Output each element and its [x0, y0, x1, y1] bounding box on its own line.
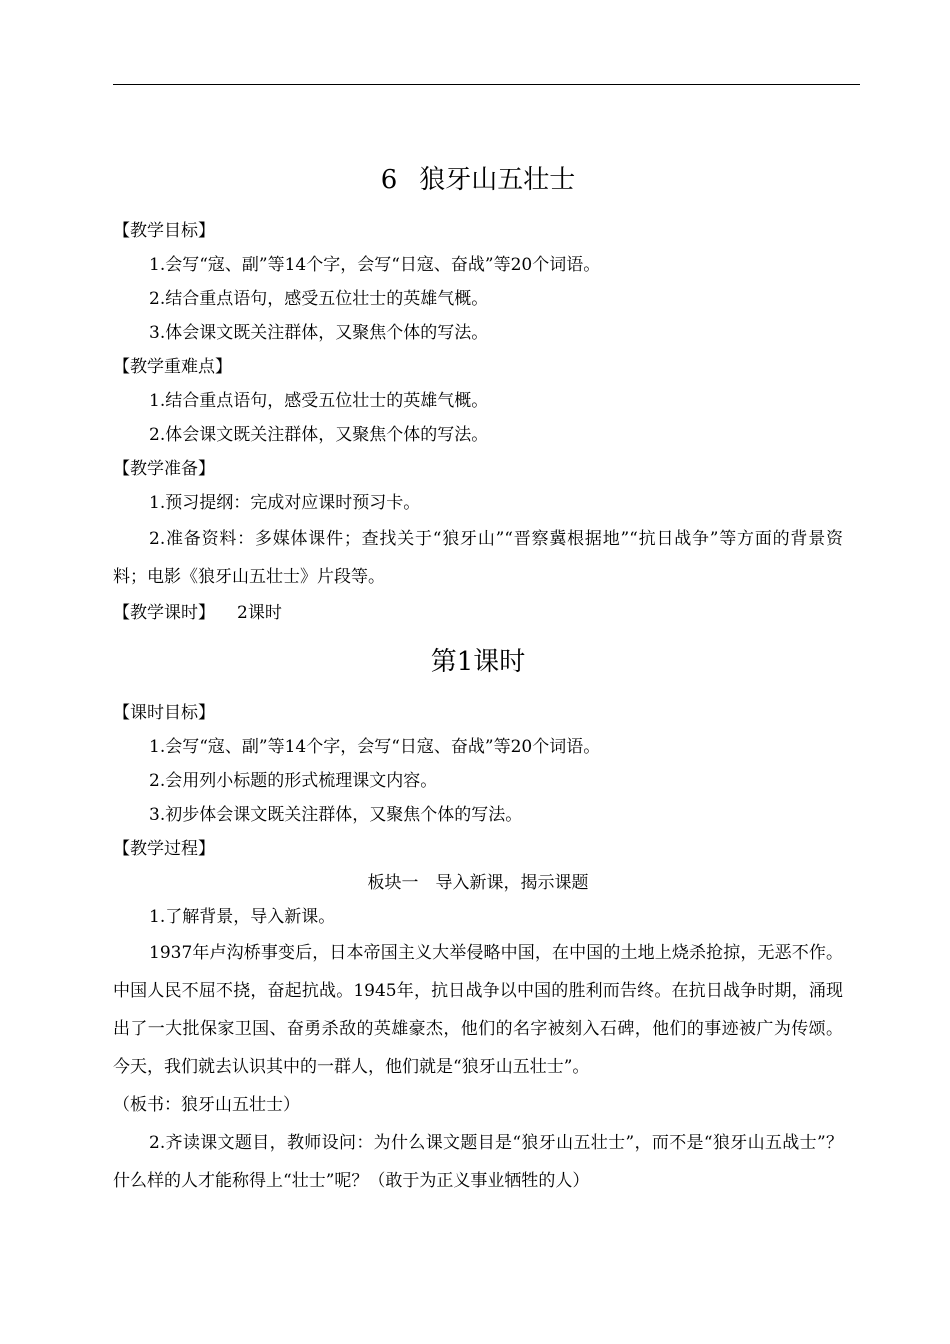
prep-heading: 【教学准备】	[113, 459, 215, 479]
title-number: 6	[380, 165, 398, 195]
key-point-item: 2.体会课文既关注群体，又聚焦个体的写法。	[149, 425, 489, 445]
prep-item: 2.准备资料：多媒体课件；查找关于“狼牙山”“晋察冀根据地”“抗日战争”等方面的背景资料；电影《狼牙山五壮士》片段等。	[113, 529, 843, 587]
document-title	[113, 160, 843, 200]
block1-title: 板块一 导入新课，揭示课题	[367, 873, 589, 893]
hours-value: 2课时	[237, 603, 282, 623]
goals-heading: 【教学目标】	[113, 221, 215, 241]
title-text: 狼牙山五壮士	[419, 165, 576, 195]
header-rule	[113, 84, 860, 85]
hours-heading	[113, 596, 843, 630]
goal-item: 1.会写“寇、副”等14个字，会写“日寇、奋战”等20个词语。	[149, 255, 601, 275]
lesson-plan-page	[113, 150, 843, 1200]
hours-label: 【教学课时】	[113, 603, 215, 623]
goal-item: 2.结合重点语句，感受五位壮士的英雄气概。	[149, 289, 489, 309]
step1-heading: 1.了解背景，导入新课。	[149, 907, 336, 927]
lesson1-goals-heading: 【课时目标】	[113, 703, 215, 723]
goal-item: 3.体会课文既关注群体，又聚焦个体的写法。	[149, 323, 489, 343]
lesson1-title: 第1课时	[430, 647, 526, 677]
lesson1-goal-item: 3.初步体会课文既关注群体，又聚焦个体的写法。	[149, 805, 523, 825]
lesson1-goal-item: 1.会写“寇、副”等14个字，会写“日寇、奋战”等20个词语。	[149, 737, 601, 757]
step2-paragraph: 2.齐读课文题目，教师设问：为什么课文题目是“狼牙山五壮士”，而不是“狼牙山五战士”？什么样的人才能称得上“壮士”呢？（敢于为正义事业牺牲的人）	[113, 1133, 843, 1191]
board-note: （板书：狼牙山五壮士）	[113, 1095, 300, 1115]
step1-paragraph: 1937年卢沟桥事变后，日本帝国主义大举侵略中国，在中国的土地上烧杀抢掠，无恶不作。中国人民不屈不挠，奋起抗战。1945年，抗日战争以中国的胜利而告终。在抗日战争时期，涌现出了一大批保家卫国、奋勇杀敌的英雄豪杰，他们的名字被刻入石碑，他们的事迹被广为传颂。今天，我们就去认识其中的一群人，他们就是“狼牙山五壮士”。	[113, 943, 843, 1077]
key-points-heading: 【教学重难点】	[113, 357, 232, 377]
prep-item: 1.预习提纲：完成对应课时预习卡。	[149, 493, 421, 513]
process-heading: 【教学过程】	[113, 839, 215, 859]
lesson1-goal-item: 2.会用列小标题的形式梳理课文内容。	[149, 771, 438, 791]
key-point-item: 1.结合重点语句，感受五位壮士的英雄气概。	[149, 391, 489, 411]
